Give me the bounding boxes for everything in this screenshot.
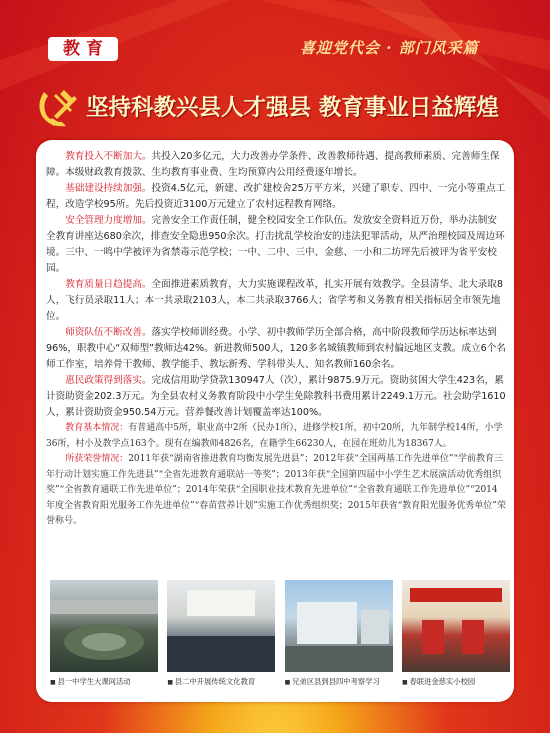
paragraph-funding xyxy=(46,149,506,181)
paragraph-lead: 所获荣誉情况： xyxy=(65,454,129,464)
headline: 坚持科教兴县人才强县 教育事业日益辉煌 xyxy=(86,95,499,121)
paragraph-welfare xyxy=(46,373,506,421)
photo-caption: ■ 兄弟区县到县四中考察学习 xyxy=(285,674,393,690)
photo-culture xyxy=(167,580,275,672)
paragraph-text: 有普通高中5所，职业高中2所（民办1所），进修学校1所，初中20所，九年制学校14所，小学36所，村小及教学点163个。现有在编教师4826名，在籍学生66230人，在园在班幼儿为18367人。 xyxy=(46,423,503,449)
photo-exercise-image xyxy=(50,580,158,672)
party-emblem-icon xyxy=(34,86,84,130)
photo-couplets-image xyxy=(402,580,510,672)
paragraph-lead: 师资队伍不断改善。 xyxy=(65,327,152,338)
photo-exercise xyxy=(50,580,158,672)
paragraph-lead: 安全管理力度增加。 xyxy=(65,215,152,226)
paragraph-text: 投资4.5亿元，新建、改扩建校舍25万平方米，兴建了职专、四中、一完小等重点工程，改造学校95所。先后投资近3100万元建立了农村远程教育网络。 xyxy=(46,183,506,210)
photo-caption: ■ 春联进金慈实小校园 xyxy=(402,674,510,690)
paragraph-lead: 惠民政策得到落实。 xyxy=(65,375,152,386)
photo-visit-image xyxy=(285,580,393,672)
paragraph-text: 完成信用助学贷款130947人（次），累计9875.9万元。资助贫困大学生423名，累计资助资金202.3万元。为全县农村义务教育阶段中小学生免除教科书费用累计2249.1万元。社会助学1610人，累计资助资金950.54万元。营养餐改善计划覆盖率达100%。 xyxy=(46,375,506,418)
paragraph-basic-info xyxy=(46,421,506,452)
paragraph-lead: 教育质量日趋提高。 xyxy=(65,279,152,290)
paragraph-text: 全面推进素质教育，大力实施课程改革，扎实开展有效教学。全县清华、北大录取8人，飞行员录取11人；本一共录取2103人，本二共录取3766人；省学考和义务教育相关指标居全市领先地位。 xyxy=(46,279,504,322)
photo-captions xyxy=(50,674,510,690)
paragraph-quality xyxy=(46,277,506,325)
paragraph-lead: 基础建设持续加强。 xyxy=(65,183,152,194)
photo-visit xyxy=(285,580,393,672)
section-tag: 教 育 xyxy=(48,37,118,61)
photo-caption: ■ 县一中学生大课间活动 xyxy=(50,674,158,690)
photo-caption: ■ 县二中开展传统文化教育 xyxy=(167,674,275,690)
paragraph-text: 完善安全工作责任制，健全校园安全工作队伍。发放安全资料近万份，举办法制安全教育讲座达680余次，排查安全隐患950余次。打击扰乱学校治安的违法犯罪活动，从严治理校园及周边环境。三中、一鸣中学被评为省禁毒示范学校；一中、二中、三中、金慈、一小和二坊坪先后被评为省平安校园。 xyxy=(46,215,505,274)
paragraph-lead: 教育投入不断加大。 xyxy=(65,151,152,162)
paragraph-teachers xyxy=(46,325,506,373)
paragraph-honors xyxy=(46,452,506,530)
paragraph-lead: 教育基本情况： xyxy=(65,423,129,433)
photo-strip xyxy=(50,580,510,672)
slogan: 喜迎党代会 · 部门风采篇 xyxy=(300,39,479,57)
photo-culture-image xyxy=(167,580,275,672)
paragraph-safety xyxy=(46,213,506,277)
paragraph-text: 2011年获“湖南省推进教育均衡发展先进县”；2012年获“全国两基工作先进单位”“学前教育三年行动计划实施工作先进县”“全省先进教育通联站一等奖”；2013年获“全国第四届中小学生艺术展演活动优秀组织奖”“全省教育通联工作先进单位”；2014年荣获“全国职业技术教育先进单位”“全省教育通联工作先进单位”“2014年度全省教育阳光服务工作先进单位”“春苗营养计划”实施工作优秀组织奖；2015年获省“教育阳光服务优秀单位”荣誉称号。 xyxy=(46,454,506,526)
paragraph-text: 共投入20多亿元，大力改善办学条件、改善教师待遇、提高教师素质、完善师生保障。本级财政教育拨款、生均教育事业费、生均预算内公用经费逐年增长。 xyxy=(46,151,500,178)
paragraph-text: 落实学校师训经费。小学、初中教师学历全部合格，高中阶段教师学历达标率达到96%，职教中心“双师型”教师达42%。新进教师500人，120多名城镇教师到农村偏远地区支教。成立6个名师工作室，培养骨干教师、教学能手、教坛新秀、学科带头人、知名教师160余名。 xyxy=(46,327,506,370)
paragraph-infrastructure xyxy=(46,181,506,213)
article-body xyxy=(46,149,506,569)
photo-couplets xyxy=(402,580,510,672)
